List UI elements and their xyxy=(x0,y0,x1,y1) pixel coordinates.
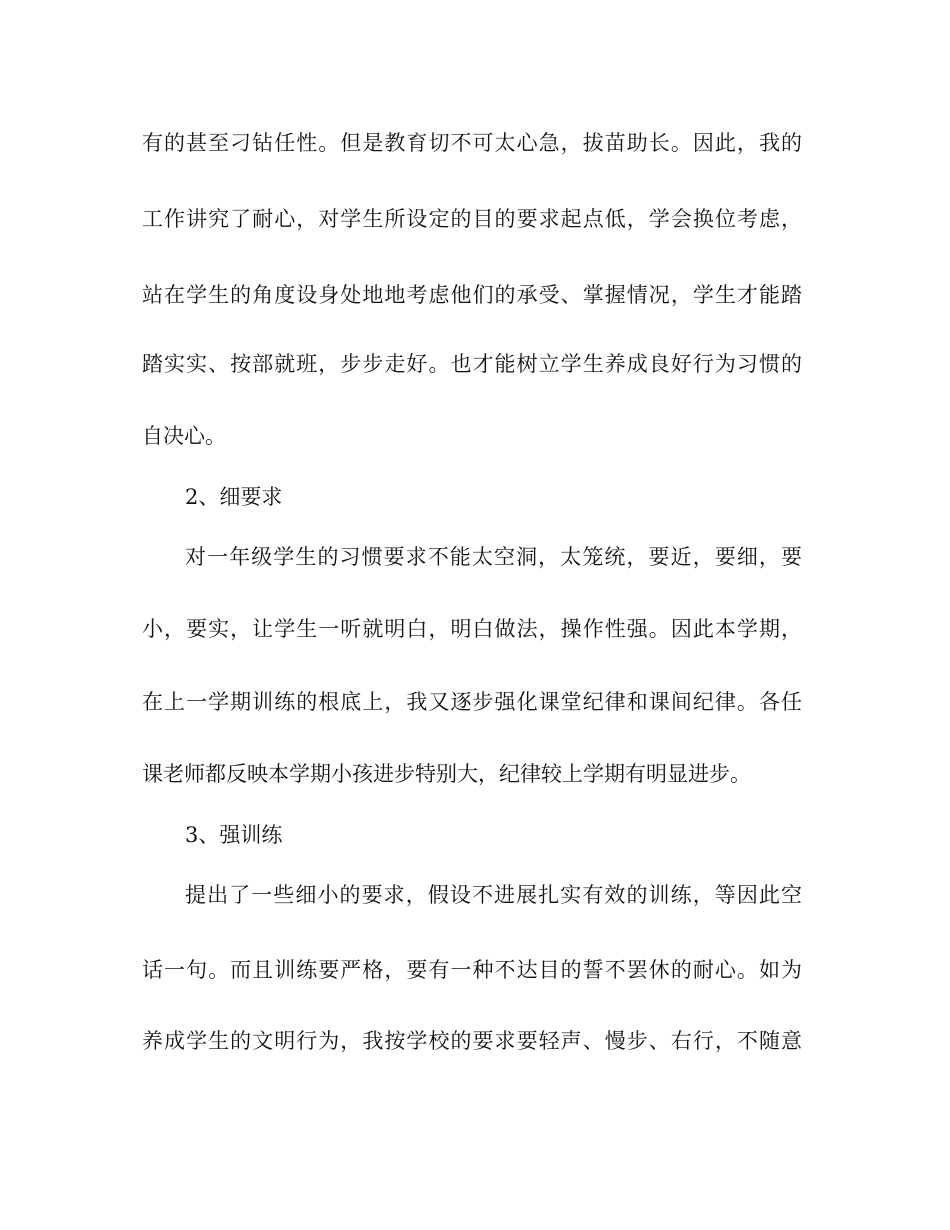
paragraph-line: 提出了一些细小的要求，假设不进展扎实有效的训练，等因此空 xyxy=(185,883,802,907)
paragraph-line: 小，要实，让学生一听就明白，明白做法，操作性强。因此本学期， xyxy=(142,617,802,641)
paragraph-line: 工作讲究了耐心，对学生所设定的目的要求起点低，学会换位考虑， xyxy=(142,207,802,231)
paragraph-line: 在上一学期训练的根底上，我又逐步强化课堂纪律和课间纪律。各任 xyxy=(142,690,802,714)
paragraph-line: 站在学生的角度设身处地地考虑他们的承受、掌握情况，学生才能踏 xyxy=(142,283,802,307)
paragraph-line: 对一年级学生的习惯要求不能太空洞，太笼统，要近，要细，要 xyxy=(185,545,802,569)
paragraph-line: 有的甚至刁钻任性。但是教育切不可太心急，拔苗助长。因此，我的 xyxy=(142,131,802,155)
paragraph-line: 课老师都反映本学期小孩进步特别大，纪律较上学期有明显进步。 xyxy=(142,762,751,786)
paragraph-line: 话一句。而且训练要严格，要有一种不达目的誓不罢休的耐心。如为 xyxy=(142,958,802,982)
paragraph-line: 养成学生的文明行为，我按学校的要求要轻声、慢步、右行，不随意 xyxy=(142,1029,802,1053)
paragraph-line: 踏实实、按部就班，步步走好。也才能树立学生养成良好行为习惯的 xyxy=(142,352,802,376)
paragraph-line: 自决心。 xyxy=(142,424,226,448)
section-heading: 2、细要求 xyxy=(185,485,283,509)
section-heading: 3、强训练 xyxy=(185,823,283,847)
